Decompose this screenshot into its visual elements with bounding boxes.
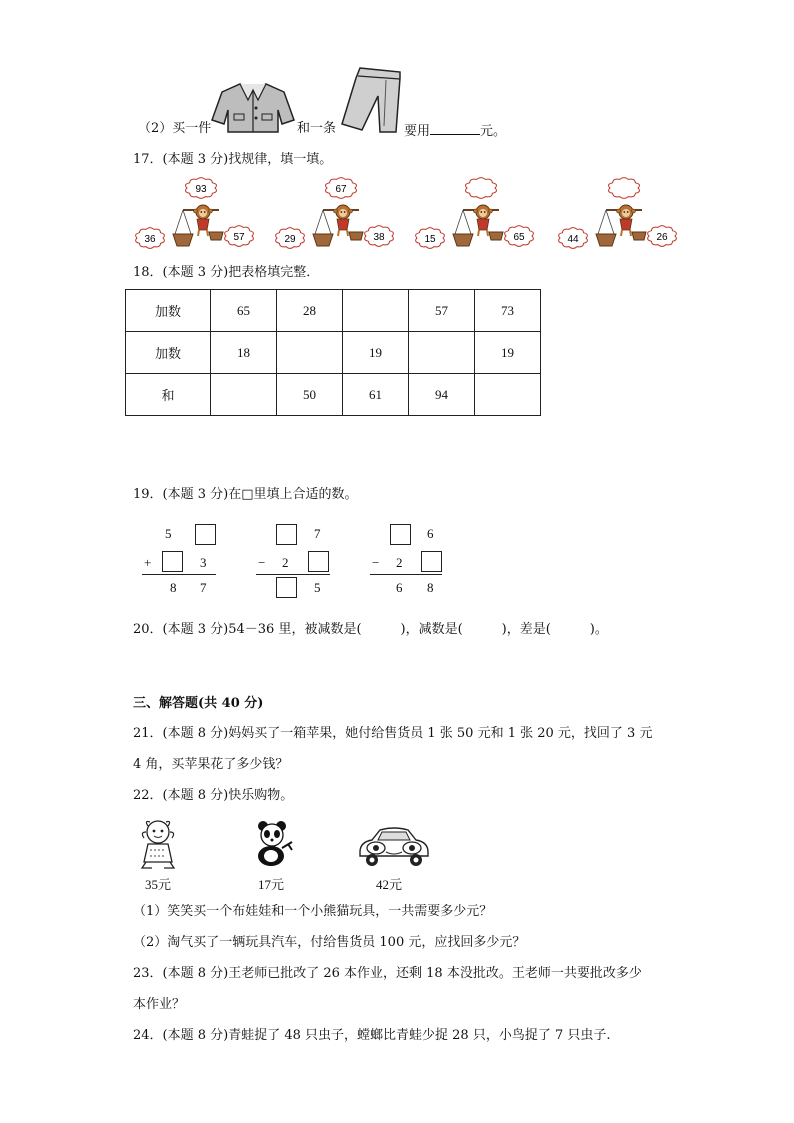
- digit: 8: [427, 580, 434, 595]
- table-cell: 加数: [126, 332, 211, 374]
- monkey-icon: [453, 205, 503, 246]
- answer-box[interactable]: [276, 577, 297, 598]
- cloud-number: 65: [513, 232, 525, 243]
- table-cell: 94: [409, 374, 475, 416]
- table-cell: 61: [343, 374, 409, 416]
- digit: 6: [396, 580, 403, 595]
- table-row: [126, 374, 541, 416]
- q16-2-suffix: 要用 元。: [404, 121, 506, 140]
- digit: 7: [314, 526, 321, 541]
- table-cell: 73: [475, 290, 541, 332]
- operator: −: [258, 555, 266, 570]
- digit: 7: [200, 580, 207, 595]
- answer-box[interactable]: [390, 524, 411, 545]
- q22-sub1: （1）笑笑买一个布娃娃和一个小熊猫玩具，一共需要多少元？: [133, 904, 493, 919]
- q20-text: 20．(本题 3 分)54－36 里，被减数是( )，减数是( )，差是( )。: [133, 622, 608, 637]
- q16-2-middle: 和一条: [297, 121, 337, 136]
- trousers-picture: [338, 66, 404, 134]
- cloud-number: 36: [144, 234, 156, 245]
- cloud-number: 26: [656, 232, 668, 243]
- digit: 6: [427, 526, 434, 541]
- cloud-number: 38: [373, 232, 385, 243]
- car-price: 42元: [376, 877, 403, 892]
- doll-picture: [138, 818, 178, 870]
- answer-box[interactable]: [276, 524, 297, 545]
- answer-box[interactable]: [308, 551, 329, 572]
- q17-text: 17．(本题 3 分)找规律，填一填。: [133, 152, 333, 167]
- digit: 2: [396, 555, 403, 570]
- jacket-picture: [210, 80, 296, 134]
- toy-car-picture: [356, 824, 432, 868]
- table-cell[interactable]: [211, 374, 277, 416]
- cloud-number: 44: [567, 234, 579, 245]
- table-cell: 18: [211, 332, 277, 374]
- q22-text: 22．(本题 8 分)快乐购物。: [133, 788, 294, 803]
- table-row: [126, 332, 541, 374]
- answer-box[interactable]: [421, 551, 442, 572]
- table-cell: 和: [126, 374, 211, 416]
- answer-blank[interactable]: [430, 121, 480, 135]
- answer-box[interactable]: [195, 524, 216, 545]
- addition-table: [125, 289, 541, 416]
- q21-line2: 4 角，买苹果花了多少钱？: [133, 757, 289, 772]
- table-cell: 19: [475, 332, 541, 374]
- q24-text: 24．(本题 8 分)青蛙捉了 48 只虫子，螳螂比青蛙少捉 28 只，小鸟捉了 7 只虫子.: [133, 1028, 611, 1043]
- panda-picture: [254, 820, 294, 868]
- answer-box[interactable]: [162, 551, 183, 572]
- table-cell[interactable]: [277, 332, 343, 374]
- table-cell[interactable]: [409, 332, 475, 374]
- monkey-icon: [313, 205, 363, 246]
- monkey-icon: [596, 205, 646, 246]
- operator: +: [144, 555, 152, 570]
- cloud-number: 93: [195, 184, 207, 195]
- panda-price: 17元: [258, 877, 285, 892]
- sum-line: [142, 574, 216, 575]
- difference-line: [256, 574, 330, 575]
- monkey-scale-4: [556, 174, 690, 256]
- digit: 2: [282, 555, 289, 570]
- cloud-shape: [466, 178, 497, 199]
- operator: −: [372, 555, 380, 570]
- q21-line1: 21．(本题 8 分)妈妈买了一箱苹果，她付给售货员 1 张 50 元和 1 张 20 元，找回了 3 元: [133, 726, 653, 741]
- cloud-number: 67: [335, 184, 347, 195]
- table-cell[interactable]: [343, 290, 409, 332]
- table-cell[interactable]: [475, 374, 541, 416]
- table-cell: 57: [409, 290, 475, 332]
- q22-sub2: （2）淘气买了一辆玩具汽车，付给售货员 100 元，应找回多少元？: [133, 935, 526, 950]
- table-cell: 65: [211, 290, 277, 332]
- difference-line: [370, 574, 442, 575]
- table-cell: 19: [343, 332, 409, 374]
- q23-line1: 23．(本题 8 分)王老师已批改了 26 本作业，还剩 18 本没批改。王老师一共要批改多少: [133, 966, 642, 981]
- cloud-shape: [609, 178, 640, 199]
- monkey-scale-2: [273, 174, 407, 256]
- table-row: [126, 290, 541, 332]
- q23-line2: 本作业？: [133, 997, 186, 1012]
- digit: 3: [200, 555, 207, 570]
- q18-text: 18．(本题 3 分)把表格填完整．: [133, 265, 320, 280]
- monkey-scale-1: [133, 174, 267, 256]
- monkey-scale-3: [413, 174, 547, 256]
- digit: 5: [314, 580, 321, 595]
- table-cell: 28: [277, 290, 343, 332]
- digit: 8: [170, 580, 177, 595]
- digit: 5: [165, 526, 172, 541]
- cloud-number: 29: [284, 234, 296, 245]
- section-title: 三、解答题(共 40 分): [133, 696, 264, 711]
- cloud-number: 15: [424, 234, 436, 245]
- cloud-number: 57: [233, 232, 245, 243]
- monkey-icon: [173, 205, 223, 246]
- q19-text: 19．(本题 3 分)在□里填上合适的数。: [133, 487, 358, 502]
- table-cell: 加数: [126, 290, 211, 332]
- table-cell: 50: [277, 374, 343, 416]
- q16-2-prefix: （2）买一件: [138, 121, 212, 136]
- doll-price: 35元: [145, 877, 172, 892]
